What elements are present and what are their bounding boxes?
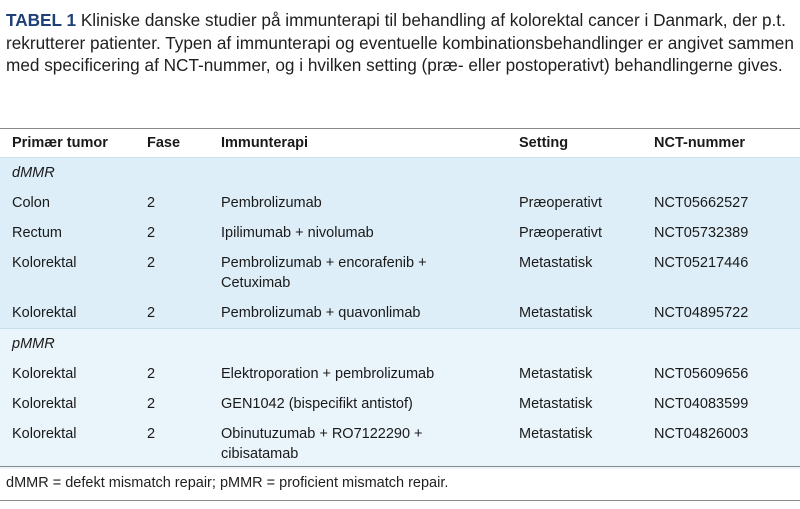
cell-immunotherapy: Pembrolizumab + encorafenib + Cetuximab [221, 255, 427, 291]
cell-immunotherapy: Pembrolizumab [221, 195, 322, 211]
cell-setting: Præoperativt [519, 195, 603, 211]
header-immunotherapy: Immunterapi [221, 135, 309, 151]
cell-primary-tumor: Kolorektal [12, 366, 77, 382]
cell-phase: 2 [147, 396, 156, 412]
table-row [0, 419, 800, 469]
cell-phase: 2 [147, 305, 156, 321]
group-title-text: dMMR [12, 165, 55, 181]
cell-phase: 2 [147, 426, 156, 442]
cell-primary-tumor: Kolorektal [12, 396, 77, 412]
cell-setting: Metastatisk [519, 255, 593, 271]
cell-immunotherapy: Elektroporation + pembrolizumab [221, 366, 435, 382]
table-label: TABEL 1 [6, 10, 77, 30]
table-row [0, 359, 800, 389]
table-row [0, 188, 800, 218]
header-primary-tumor: Primær tumor [12, 135, 108, 151]
cell-nct-number: NCT04895722 [654, 305, 749, 321]
table-row [0, 218, 800, 248]
cell-nct-number: NCT05609656 [654, 366, 749, 382]
cell-immunotherapy: Obinutuzumab + RO7122290 + cibisatamab [221, 426, 423, 462]
cell-nct-number: NCT05732389 [654, 225, 749, 241]
table-bottom-divider [0, 466, 800, 467]
cell-phase: 2 [147, 195, 156, 211]
table-footnote: dMMR = defekt mismatch repair; pMMR = proficient mismatch repair. [6, 475, 449, 491]
bottom-divider [0, 500, 800, 501]
cell-immunotherapy: GEN1042 (bispecifikt antistof) [221, 396, 413, 412]
header-setting: Setting [519, 135, 569, 151]
group-title [0, 329, 800, 359]
table-header-row [0, 128, 800, 157]
caption-text: Kliniske danske studier på immunterapi til behandling af kolorektal cancer i Danmark, der p.t. rekrutterer patienter. Typen af immunterapi og eventuelle kombinationsbehandlinger er angivet sammen med specificering af NCT-nummer, og i hvilken setting (præ- eller postoperativt) behandlingerne gives. [6, 10, 794, 75]
cell-setting: Metastatisk [519, 366, 593, 382]
cell-immunotherapy: Ipilimumab + nivolumab [221, 225, 374, 241]
cell-setting: Metastatisk [519, 396, 593, 412]
cell-setting: Metastatisk [519, 305, 593, 321]
cell-phase: 2 [147, 225, 156, 241]
cell-primary-tumor: Colon [12, 195, 50, 211]
table-row [0, 298, 800, 328]
cell-setting: Metastatisk [519, 426, 593, 442]
table-row [0, 248, 800, 298]
cell-nct-number: NCT04083599 [654, 396, 749, 412]
studies-table [0, 128, 800, 469]
table-row [0, 389, 800, 419]
cell-primary-tumor: Kolorektal [12, 255, 77, 271]
group-title [0, 158, 800, 188]
header-phase: Fase [147, 135, 181, 151]
header-nct-number: NCT-nummer [654, 135, 746, 151]
cell-primary-tumor: Rectum [12, 225, 62, 241]
group-pmmr [0, 328, 800, 469]
cell-phase: 2 [147, 255, 156, 271]
cell-primary-tumor: Kolorektal [12, 305, 77, 321]
group-title-text: pMMR [12, 336, 55, 352]
cell-setting: Præoperativt [519, 225, 603, 241]
cell-nct-number: NCT05217446 [654, 255, 749, 271]
cell-immunotherapy: Pembrolizumab + quavonlimab [221, 305, 421, 321]
table-caption [6, 9, 794, 77]
cell-nct-number: NCT05662527 [654, 195, 749, 211]
group-dmmr [0, 157, 800, 328]
cell-phase: 2 [147, 366, 156, 382]
cell-primary-tumor: Kolorektal [12, 426, 77, 442]
cell-nct-number: NCT04826003 [654, 426, 749, 442]
